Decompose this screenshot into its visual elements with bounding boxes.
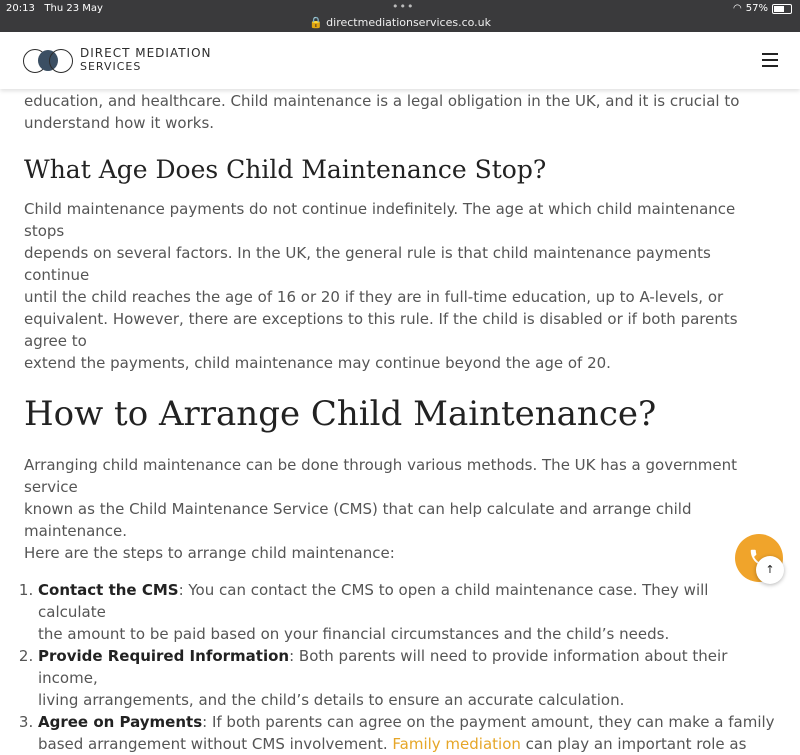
age-paragraph bbox=[0, 198, 800, 374]
age-line: equivalent. However, there are exceptions to this rule. If the child is disabled or if both parents agree to bbox=[24, 310, 738, 350]
intro-line: understand how it works. bbox=[24, 114, 215, 132]
step-title: Contact the CMS bbox=[38, 581, 179, 599]
status-indicators bbox=[733, 3, 792, 14]
step-text: can play an important role as bbox=[520, 735, 747, 753]
step-text: the amount to be paid based on your financial circumstances and the child’s needs. bbox=[38, 625, 670, 643]
status-time-date bbox=[6, 3, 103, 14]
arrange-line: Here are the steps to arrange child maintenance: bbox=[24, 544, 395, 562]
list-item bbox=[38, 711, 776, 755]
step-text: based arrangement without CMS involvement. bbox=[38, 735, 393, 753]
step-text: living arrangements, and the child’s details to ensure an accurate calculation. bbox=[38, 691, 625, 709]
step-title: Agree on Payments bbox=[38, 713, 203, 731]
site-logo[interactable] bbox=[22, 46, 212, 74]
back-to-top-button[interactable] bbox=[756, 556, 784, 584]
address-url: directmediationservices.co.uk bbox=[326, 16, 492, 29]
step-text: : Both parents will need to provide information about their income, bbox=[38, 647, 728, 687]
heading-age: What Age Does Child Maintenance Stop? bbox=[24, 155, 547, 184]
tab-overview-dots-icon[interactable]: ••• bbox=[392, 0, 415, 13]
article-content bbox=[0, 68, 800, 755]
logo-line1: DIRECT MEDIATION bbox=[80, 46, 212, 60]
browser-status-bar bbox=[0, 0, 800, 32]
age-line: until the child reaches the age of 16 or 20 if they are in full-time education, up to A-levels, or bbox=[24, 288, 724, 306]
intro-line: education, and healthcare. Child maintenance is a legal obligation in the UK, and it is crucial to bbox=[24, 92, 740, 110]
status-date: Thu 23 May bbox=[44, 3, 103, 14]
arrange-line: Arranging child maintenance can be done through various methods. The UK has a government service bbox=[24, 456, 737, 496]
list-item bbox=[38, 645, 776, 711]
steps-list bbox=[0, 579, 800, 755]
address-bar[interactable]: 🔒 directmediationservices.co.uk bbox=[308, 16, 492, 29]
logo-text bbox=[80, 46, 212, 74]
site-header bbox=[0, 32, 800, 89]
status-time: 20:13 bbox=[6, 3, 35, 14]
arrange-paragraph bbox=[0, 454, 800, 564]
logo-mark-icon bbox=[22, 46, 74, 74]
age-line: extend the payments, child maintenance may continue beyond the age of 20. bbox=[24, 354, 611, 372]
wifi-icon: ◠ bbox=[733, 3, 742, 14]
arrange-line: known as the Child Maintenance Service (CMS) that can help calculate and arrange child maintenance. bbox=[24, 500, 692, 540]
list-item bbox=[38, 579, 776, 645]
age-line: Child maintenance payments do not continue indefinitely. The age at which child maintenance stops bbox=[24, 200, 736, 240]
hamburger-menu-icon[interactable] bbox=[762, 53, 778, 69]
battery-icon bbox=[772, 4, 792, 14]
arrow-up-icon: ↑ bbox=[765, 563, 775, 576]
family-mediation-link[interactable]: Family mediation bbox=[392, 735, 521, 753]
step-title: Provide Required Information bbox=[38, 647, 290, 665]
step-text: : You can contact the CMS to open a child maintenance case. They will calculate bbox=[38, 581, 709, 621]
age-line: depends on several factors. In the UK, the general rule is that child maintenance payments continue bbox=[24, 244, 711, 284]
heading-arrange: How to Arrange Child Maintenance? bbox=[24, 394, 657, 434]
battery-percent: 57% bbox=[745, 3, 768, 14]
logo-line2: SERVICES bbox=[80, 60, 142, 73]
step-text: : If both parents can agree on the payment amount, they can make a family bbox=[202, 713, 775, 731]
